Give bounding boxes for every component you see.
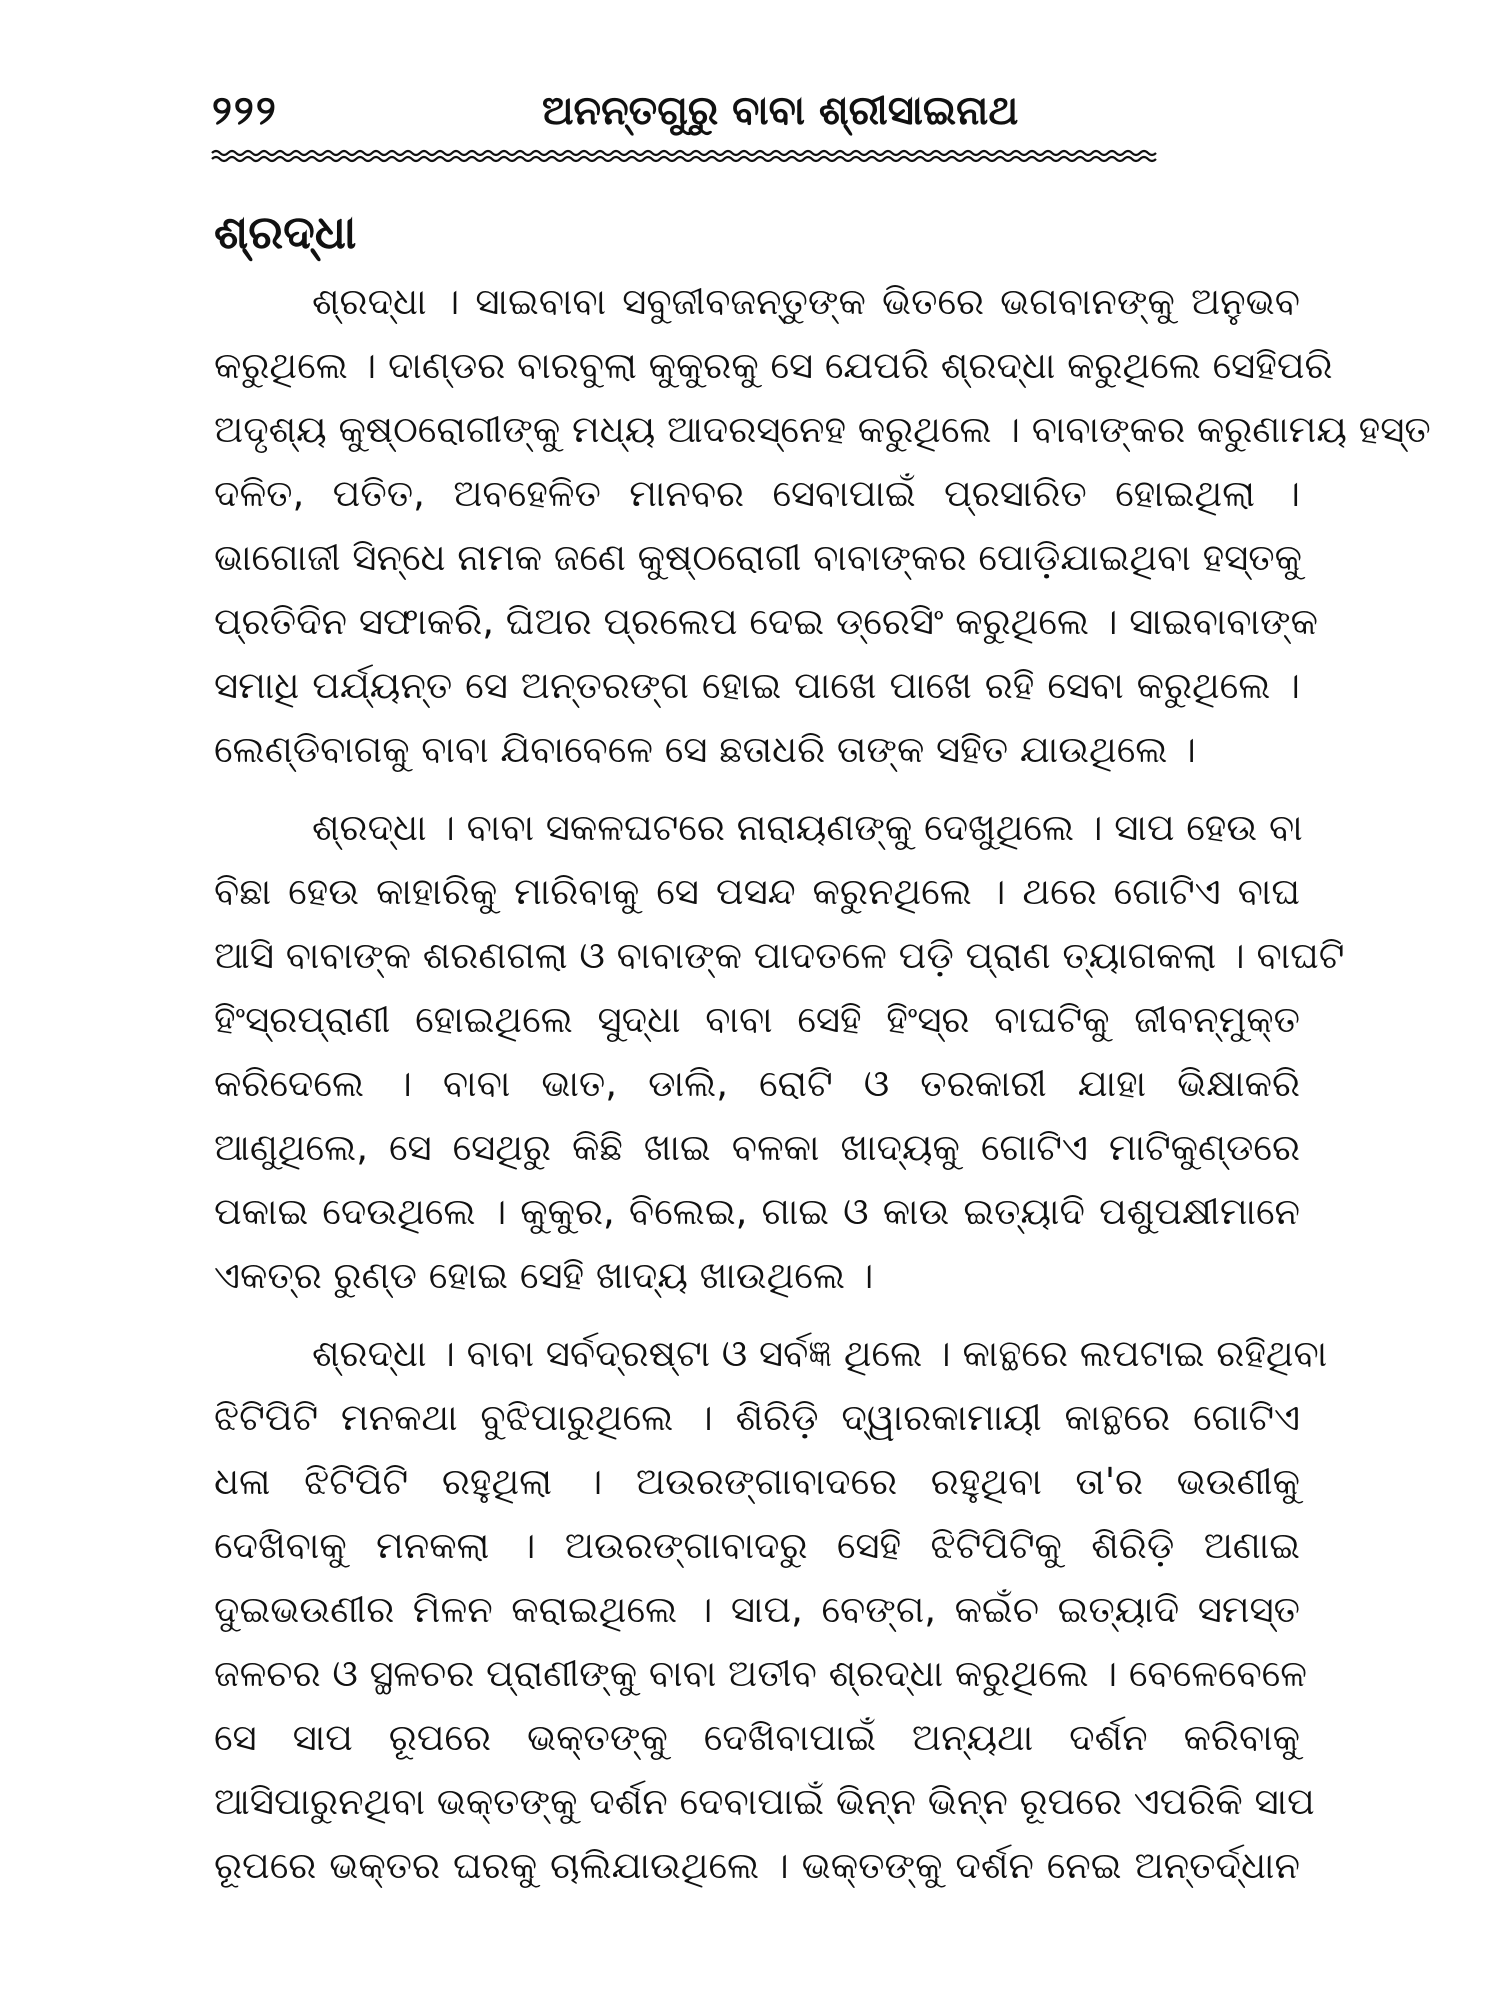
text-line: ଆଣୁଥିଲେ, ସେ ସେଥିରୁ କିଛି ଖାଇ ବଳକା ଖାଦ୍ୟକୁ ଗୋଟିଏ ମାଟିକୁଣ୍ଡରେ	[214, 1126, 1300, 1169]
text-line: ବିଛା ହେଉ କାହାରିକୁ ମାରିବାକୁ ସେ ପସନ୍ଦ କରୁନଥିଲେ । ଥରେ ଗୋଟିଏ ବାଘ	[214, 870, 1300, 913]
text-line: ଝିଟିପିଟି ମନକଥା ବୁଝିପାରୁଥିଲେ । ଶିରିଡ଼ି ଦ୍ୱାରକାମାୟୀ କାନ୍ଥରେ ଗୋଟିଏ	[214, 1396, 1300, 1439]
text-line: ଦଳିତ, ପତିତ, ଅବହେଳିତ ମାନବର ସେବାପାଇଁ ପ୍ରସାରିତ ହୋଇଥିଲା ।	[214, 472, 1300, 515]
text-line: ରୂପରେ ଭକ୍ତର ଘରକୁ ଚାଲିଯାଉଥିଲେ । ଭକ୍ତଙ୍କୁ ଦର୍ଶନ ନେଇ ଅନ୍ତର୍ଦ୍ଧାନ	[214, 1844, 1300, 1887]
text-line: ଧଳା ଝିଟିପିଟି ରହୁଥିଲା । ଅଉରଙ୍ଗାବାଦରେ ରହୁଥିବା ତା'ର ଭଉଣୀକୁ	[214, 1460, 1300, 1503]
wavy-rule-icon	[212, 148, 1304, 164]
text-line: ଶ୍ରଦ୍ଧା । ସାଇବାବା ସବୁଜୀବଜନ୍ତୁଙ୍କ ଭିତରେ ଭଗବାନଙ୍କୁ ଅନୁଭବ	[312, 280, 1300, 323]
text-line: ଦୁଇଭଉଣୀର ମିଳନ କରାଇଥିଲେ । ସାପ, ବେଙ୍ଗ, କଇଁଚ ଇତ୍ୟାଦି ସମସ୍ତ	[214, 1588, 1300, 1631]
body-text	[214, 270, 1431, 1912]
text-line: କରୁଥିଲେ । ଦାଣ୍ଡର ବାରବୁଲା କୁକୁରକୁ ସେ ଯେପରି ଶ୍ରଦ୍ଧା କରୁଥିଲେ ସେହିପରି	[214, 344, 1333, 387]
section-heading: ଶ୍ରଦ୍ଧା	[214, 205, 357, 259]
text-line: ଆସିପାରୁନଥିବା ଭକ୍ତଙ୍କୁ ଦର୍ଶନ ଦେବାପାଇଁ ଭିନ୍ନ ଭିନ୍ନ ରୂପରେ ଏପରିକି ସାପ	[214, 1780, 1315, 1823]
text-line: ଲେଣ୍ଡିବାଗକୁ ବାବା ଯିବାବେଳେ ସେ ଛତାଧରି ତାଙ୍କ ସହିତ ଯାଉଥିଲେ ।	[214, 728, 1196, 771]
text-line: ହିଂସ୍ରପ୍ରାଣୀ ହୋଇଥିଲେ ସୁଦ୍ଧା ବାବା ସେହି ହିଂସ୍ର ବାଘଟିକୁ ଜୀବନ୍ମୁକ୍ତ	[214, 998, 1300, 1041]
page-number: ୨୨୨	[212, 88, 278, 134]
text-line: ପ୍ରତିଦିନ ସଫାକରି, ଘିଅର ପ୍ରଲେପ ଦେଇ ଡ୍ରେସିଂ କରୁଥିଲେ । ସାଇବାବାଙ୍କ	[214, 600, 1318, 643]
header-rule	[212, 148, 1304, 164]
paragraph-3	[214, 1322, 1328, 1898]
text-line: ଦେଖିବାକୁ ମନକଲା । ଅଉରଙ୍ଗାବାଦରୁ ସେହି ଝିଟିପିଟିକୁ ଶିରିଡ଼ି ଅଣାଇ	[214, 1524, 1300, 1567]
paragraph-2	[214, 796, 1345, 1308]
text-line: ଜଳଚର ଓ ସ୍ଥଳଚର ପ୍ରାଣୀଙ୍କୁ ବାବା ଅତୀବ ଶ୍ରଦ୍ଧା କରୁଥିଲେ । ବେଳେବେଳେ	[214, 1652, 1307, 1695]
text-line: ଭାଗୋଜୀ ସିନ୍ଧେ ନାମକ ଜଣେ କୁଷ୍ଠରୋଗୀ ବାବାଙ୍କର ପୋଡ଼ିଯାଇଥିବା ହସ୍ତକୁ	[214, 536, 1303, 579]
page-header	[212, 88, 1300, 148]
paragraph-1	[214, 270, 1431, 782]
text-line: ସମାଧି ପର୍ଯ୍ୟନ୍ତ ସେ ଅନ୍ତରଙ୍ଗ ହୋଇ ପାଖେ ପାଖେ ରହି ସେବା କରୁଥିଲେ ।	[214, 664, 1300, 707]
text-line: ଅଦୃଶ୍ୟ କୁଷ୍ଠରୋଗୀଙ୍କୁ ମଧ୍ୟ ଆଦରସ୍ନେହ କରୁଥିଲେ । ବାବାଙ୍କର କରୁଣାମୟ ହସ୍ତ	[214, 408, 1431, 451]
text-line: ସେ ସାପ ରୂପରେ ଭକ୍ତଙ୍କୁ ଦେଖିବାପାଇଁ ଅନ୍ୟଥା ଦର୍ଶନ କରିବାକୁ	[214, 1716, 1300, 1759]
text-line: ଏକତ୍ର ରୁଣ୍ଡ ହୋଇ ସେହି ଖାଦ୍ୟ ଖାଉଥିଲେ ।	[214, 1254, 874, 1297]
text-line: କରିଦେଲେ । ବାବା ଭାତ, ଡାଲି, ରୋଟି ଓ ତରକାରୀ ଯାହା ଭିକ୍ଷାକରି	[214, 1062, 1300, 1105]
text-line: ଆସି ବାବାଙ୍କ ଶରଣଗଲା ଓ ବାବାଙ୍କ ପାଦତଳେ ପଡ଼ି ପ୍ରାଣ ତ୍ୟାଗକଲା । ବାଘଟି	[214, 934, 1345, 977]
text-line: ଶ୍ରଦ୍ଧା । ବାବା ସର୍ବଦ୍ରଷ୍ଟା ଓ ସର୍ବଜ୍ଞ ଥିଲେ । କାନ୍ଥରେ ଲପଟାଇ ରହିଥିବା	[312, 1332, 1328, 1375]
running-title: ଅନନ୍ତଗୁରୁ ବାବା ଶ୍ରୀସାଇନାଥ	[542, 88, 1019, 134]
text-line: ପକାଇ ଦେଉଥିଲେ । କୁକୁର, ବିଲେଇ, ଗାଇ ଓ କାଉ ଇତ୍ୟାଦି ପଶୁପକ୍ଷୀମାନେ	[214, 1190, 1300, 1233]
text-line: ଶ୍ରଦ୍ଧା । ବାବା ସକଳଘଟରେ ନାରାୟଣଙ୍କୁ ଦେଖୁଥିଲେ । ସାପ ହେଉ ବା	[312, 806, 1303, 849]
